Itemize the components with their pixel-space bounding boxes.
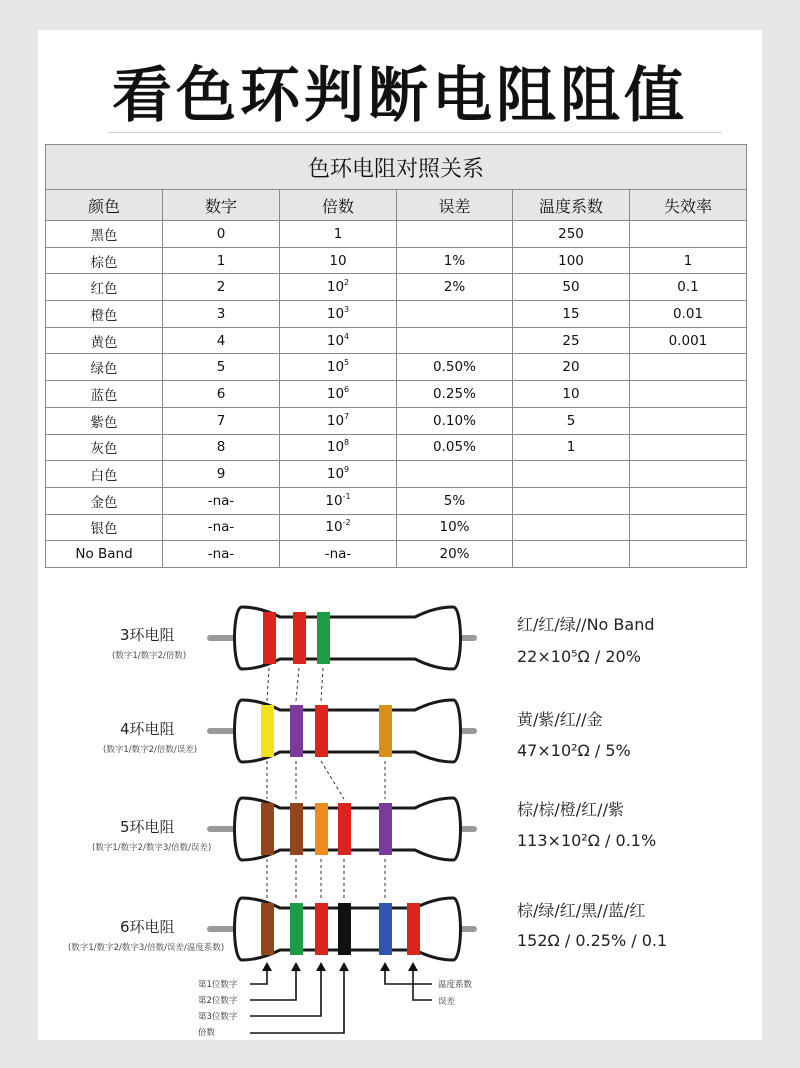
cell-color: 灰色	[46, 434, 163, 461]
multiplier-base: 10	[325, 492, 343, 509]
dashed-connector	[321, 668, 323, 701]
cell-digit: -na-	[163, 487, 280, 514]
multiplier-exponent: 8	[344, 438, 350, 448]
arrow-head	[380, 962, 390, 971]
arrow-head	[291, 962, 301, 971]
cell-color: 绿色	[46, 354, 163, 381]
cell-tolerance: 5%	[397, 487, 513, 514]
color-band	[315, 903, 328, 955]
multiplier-exponent: 4	[344, 331, 350, 341]
cell-color: 蓝色	[46, 381, 163, 408]
multiplier-exponent: 7	[344, 411, 350, 421]
table-header-cell: 误差	[397, 190, 513, 221]
cell-digit: -na-	[163, 514, 280, 541]
table-caption: 色环电阻对照关系	[46, 145, 747, 190]
color-band	[315, 705, 328, 757]
color-band	[379, 903, 392, 955]
cell-digit: 8	[163, 434, 280, 461]
legend-digit2: 第2位数字	[198, 996, 238, 1006]
color-band	[261, 903, 274, 955]
cell-color: 红色	[46, 274, 163, 301]
cell-tolerance: 10%	[397, 514, 513, 541]
cell-digit: 5	[163, 354, 280, 381]
multiplier-base: 10	[329, 252, 347, 269]
arrow-line	[413, 970, 432, 1000]
color-band	[261, 803, 274, 855]
cell-tolerance: 1%	[397, 247, 513, 274]
cell-color: 橙色	[46, 301, 163, 328]
color-band	[290, 705, 303, 757]
arrow-line	[250, 970, 296, 1000]
cell-color: No Band	[46, 541, 163, 568]
cell-tempcoef: 1	[513, 434, 630, 461]
arrow-line	[250, 970, 321, 1016]
resistor-4-sub: (数字1/数字2/倍数/误差)	[103, 745, 198, 755]
multiplier-base: 10	[326, 385, 345, 402]
resistor-5-label: 5环电阻	[120, 818, 175, 836]
dashed-connector	[296, 668, 299, 701]
color-band	[315, 803, 328, 855]
legend-multiplier: 倍数	[198, 1028, 216, 1038]
color-band	[338, 803, 351, 855]
resistor-4-value: 47×10²Ω / 5%	[517, 741, 631, 760]
dashed-connector	[267, 668, 269, 701]
multiplier-base: 10	[326, 305, 345, 322]
resistor-3-sub: (数字1/数字2/倍数)	[112, 651, 187, 661]
cell-tempcoef: 250	[513, 221, 630, 248]
cell-tempcoef: 25	[513, 327, 630, 354]
legend-tolerance: 误差	[438, 997, 456, 1007]
color-band	[263, 612, 276, 664]
color-band	[290, 903, 303, 955]
page-title: 看色环判断电阻阻值	[112, 61, 688, 131]
cell-tolerance: 20%	[397, 541, 513, 568]
multiplier-exponent: 9	[344, 465, 350, 475]
resistor-5-value: 113×10²Ω / 0.1%	[517, 831, 657, 850]
resistor-5-sub: (数字1/数字2/数字3/倍数/误差)	[92, 843, 212, 853]
cell-digit: 4	[163, 327, 280, 354]
multiplier-exponent: 5	[344, 358, 350, 368]
cell-digit: 7	[163, 407, 280, 434]
table-header-cell: 温度系数	[513, 190, 630, 221]
cell-color: 黑色	[46, 221, 163, 248]
multiplier-base: 10	[325, 519, 343, 536]
arrow-head	[262, 962, 272, 971]
cell-tolerance: 0.10%	[397, 407, 513, 434]
cell-digit: 1	[163, 247, 280, 274]
arrow-line	[250, 970, 344, 1033]
legend-digit3: 第3位数字	[198, 1012, 238, 1022]
cell-digit: 0	[163, 221, 280, 248]
cell-failure-rate: 0.1	[630, 274, 747, 301]
table-header-cell: 失效率	[630, 190, 747, 221]
arrow-line	[250, 970, 267, 984]
cell-color: 黄色	[46, 327, 163, 354]
multiplier-exponent: -2	[342, 518, 351, 528]
cell-color: 银色	[46, 514, 163, 541]
cell-tempcoef: 5	[513, 407, 630, 434]
color-band	[317, 612, 330, 664]
multiplier-base: 10	[326, 466, 345, 483]
cell-tolerance: 0.50%	[397, 354, 513, 381]
cell-tempcoef: 15	[513, 301, 630, 328]
multiplier-exponent: -1	[342, 491, 351, 501]
arrow-head	[408, 962, 418, 971]
cell-tolerance: 0.25%	[397, 381, 513, 408]
multiplier-base: 10	[326, 332, 345, 349]
multiplier-exponent: 3	[344, 304, 350, 314]
cell-digit: 2	[163, 274, 280, 301]
resistor-6-value: 152Ω / 0.25% / 0.1	[517, 931, 668, 950]
color-band	[379, 803, 392, 855]
cell-tolerance: 2%	[397, 274, 513, 301]
resistor-6-colors: 棕/绿/红/黑//蓝/红	[517, 901, 646, 920]
resistor-5-colors: 棕/棕/橙/红//紫	[517, 800, 624, 819]
multiplier-base: 10	[326, 439, 345, 456]
color-band	[379, 705, 392, 757]
cell-tolerance: 0.05%	[397, 434, 513, 461]
resistor-6-sub: (数字1/数字2/数字3/倍数/误差/温度系数)	[68, 943, 225, 953]
arrow-head	[339, 962, 349, 971]
resistor-6-label: 6环电阻	[120, 918, 175, 936]
color-band	[407, 903, 420, 955]
cell-color: 紫色	[46, 407, 163, 434]
legend-tempcoef: 温度系数	[438, 980, 473, 990]
cell-tempcoef: 20	[513, 354, 630, 381]
multiplier-base: 10	[326, 279, 345, 296]
resistor-4-label: 4环电阻	[120, 720, 175, 738]
cell-tempcoef: 10	[513, 381, 630, 408]
table-header-cell: 数字	[163, 190, 280, 221]
color-band	[290, 803, 303, 855]
multiplier-exponent: 2	[344, 278, 350, 288]
cell-digit: -na-	[163, 541, 280, 568]
cell-failure-rate: 0.01	[630, 301, 747, 328]
cell-color: 白色	[46, 461, 163, 488]
cell-tempcoef: 100	[513, 247, 630, 274]
color-band	[293, 612, 306, 664]
arrow-line	[385, 970, 432, 984]
cell-color: 棕色	[46, 247, 163, 274]
table-header-cell: 颜色	[46, 190, 163, 221]
cell-digit: 6	[163, 381, 280, 408]
color-band	[261, 705, 274, 757]
multiplier-base: 1	[333, 225, 343, 242]
cell-digit: 9	[163, 461, 280, 488]
multiplier-base: 10	[326, 412, 345, 429]
multiplier-exponent: 6	[344, 384, 350, 394]
legend-digit1: 第1位数字	[198, 980, 238, 990]
cell-failure-rate: 0.001	[630, 327, 747, 354]
cell-color: 金色	[46, 487, 163, 514]
resistor-4-colors: 黄/紫/红//金	[517, 710, 603, 729]
cell-digit: 3	[163, 301, 280, 328]
resistor-3-colors: 红/红/绿//No Band	[517, 615, 655, 634]
cell-failure-rate: 1	[630, 247, 747, 274]
multiplier-base: 10	[326, 359, 345, 376]
arrow-head	[316, 962, 326, 971]
resistor-3-value: 22×10⁵Ω / 20%	[517, 647, 641, 666]
dashed-connector	[321, 761, 344, 799]
color-band	[338, 903, 351, 955]
cell-tempcoef: 50	[513, 274, 630, 301]
multiplier-base: -na-	[324, 546, 352, 563]
table-header-cell: 倍数	[280, 190, 397, 221]
resistor-3-label: 3环电阻	[120, 626, 175, 644]
